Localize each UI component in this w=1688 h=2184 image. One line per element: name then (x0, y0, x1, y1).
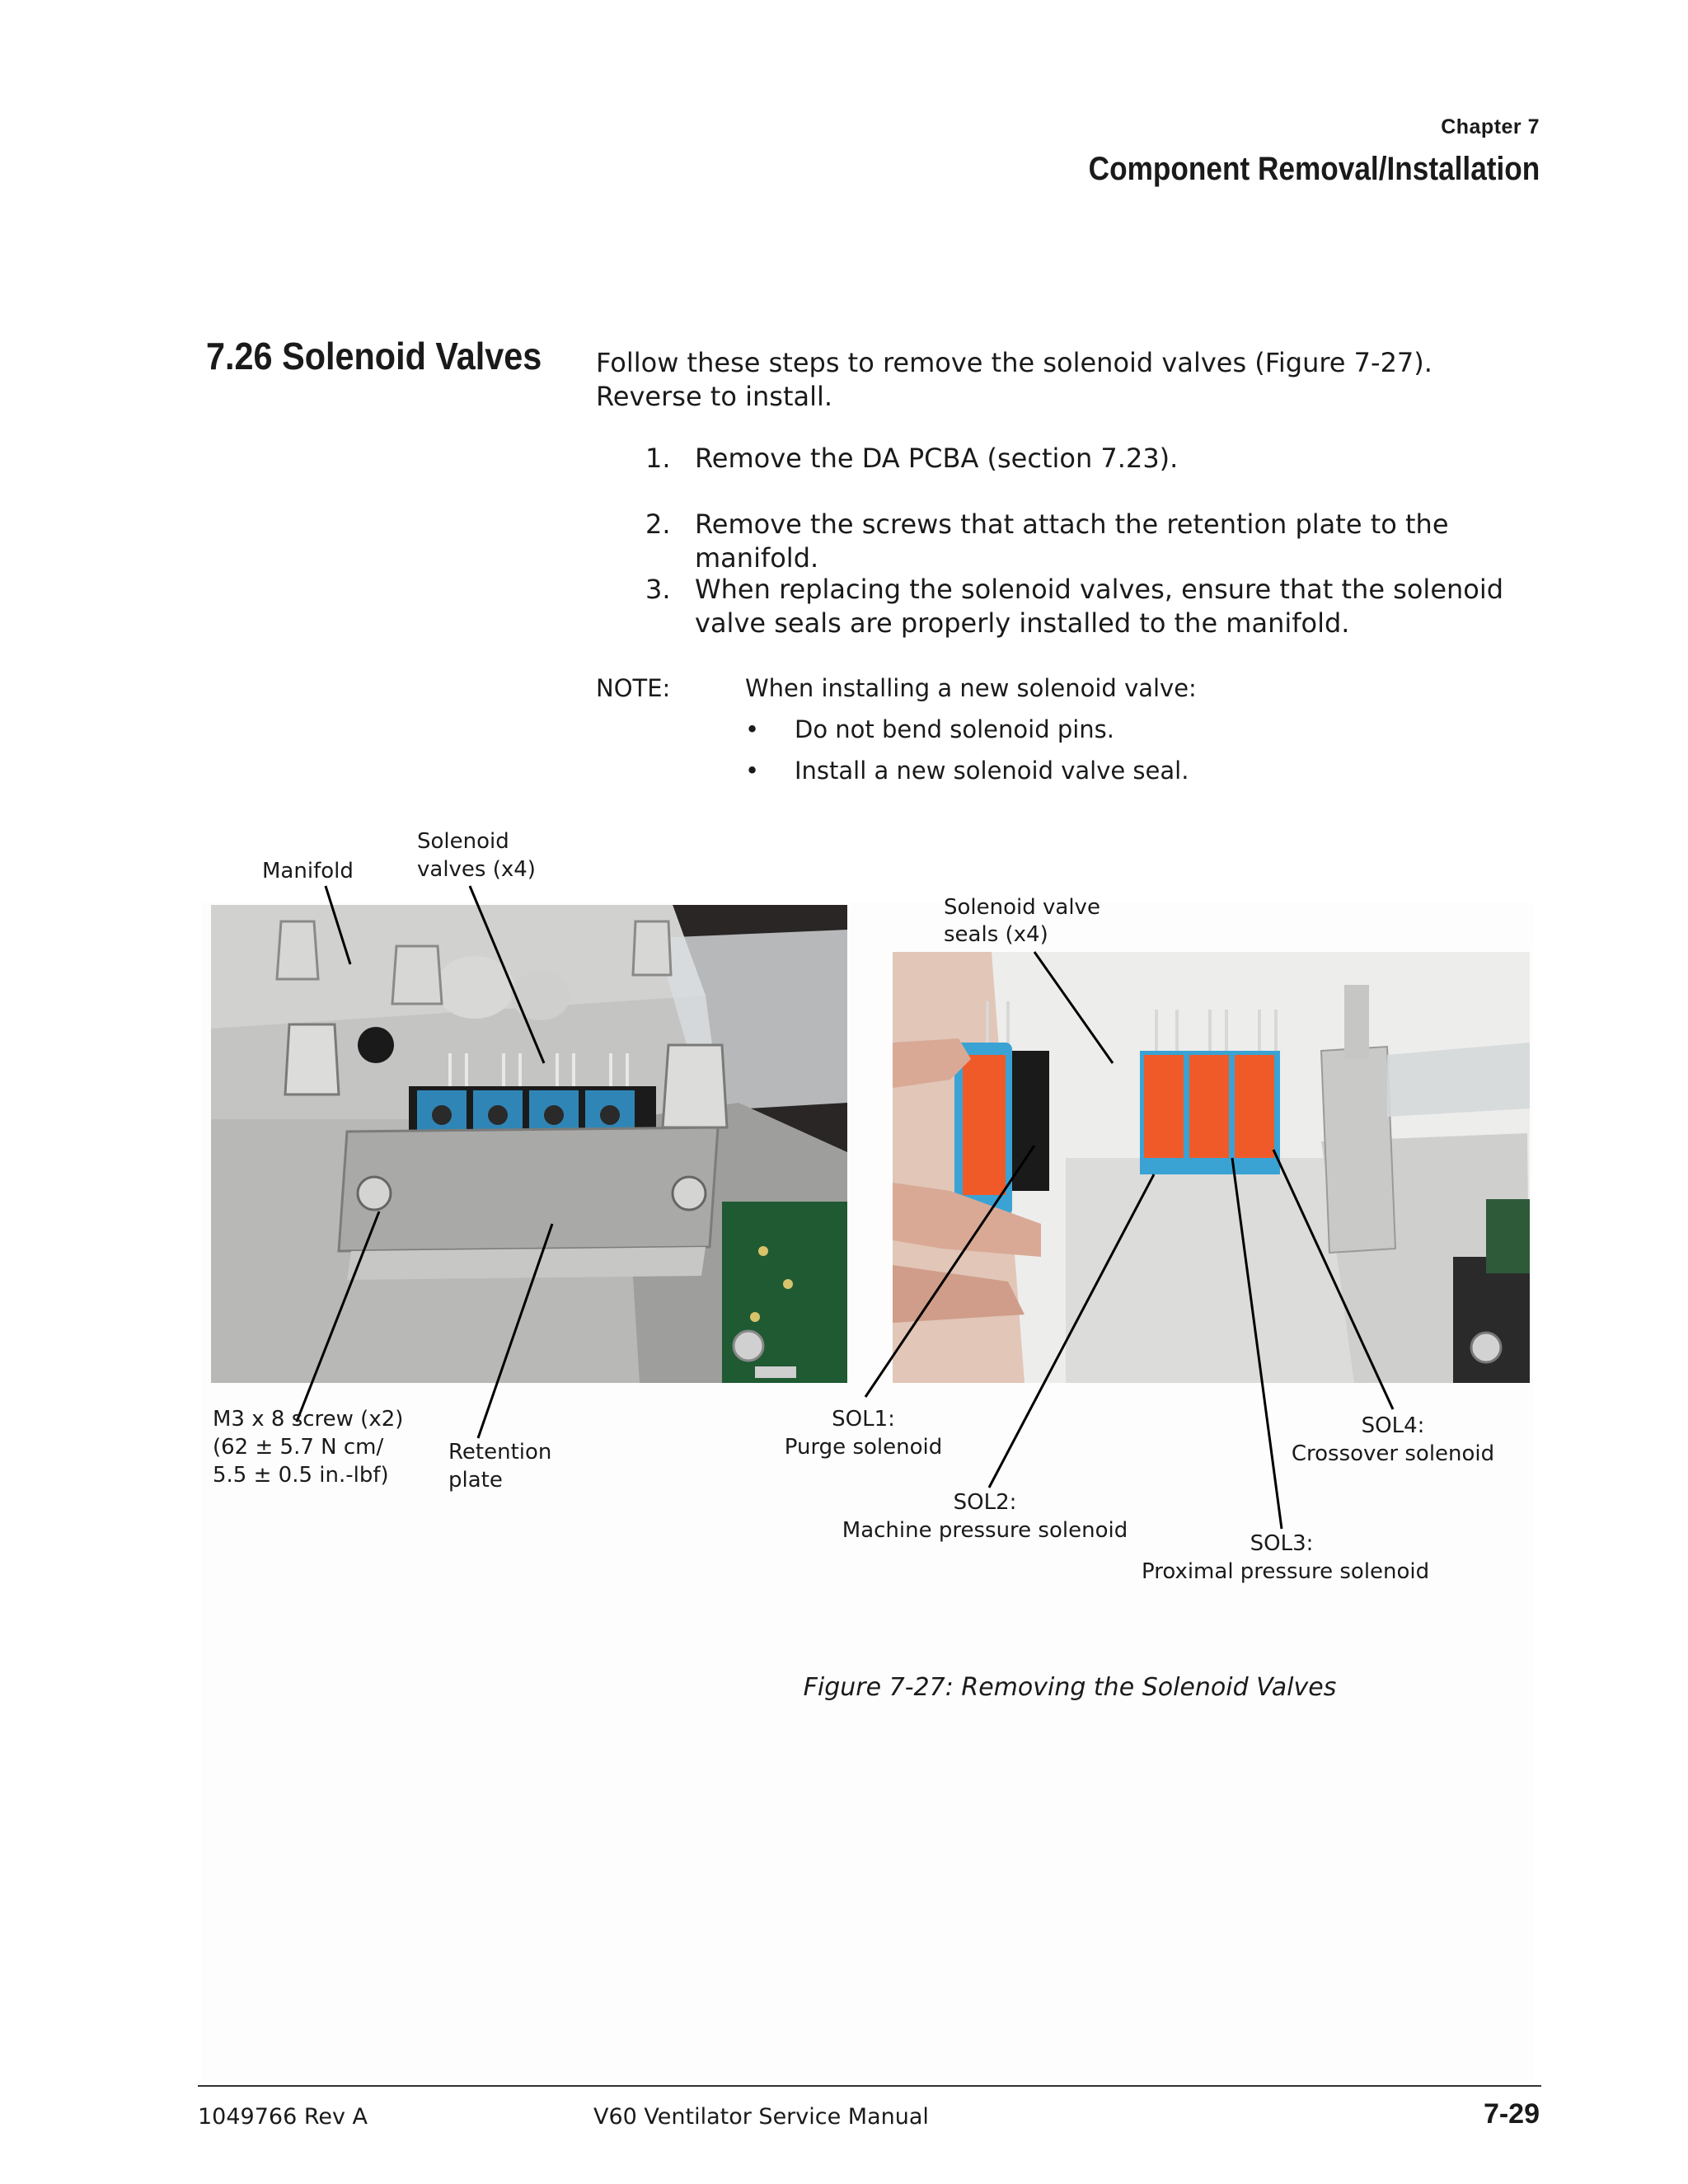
label-retention-line1: Retention (448, 1440, 552, 1465)
label-retention-line2: plate (448, 1468, 503, 1493)
bullet-text: Install a new solenoid valve seal. (795, 757, 1189, 785)
manual-title: V60 Ventilator Service Manual (593, 2104, 929, 2130)
step-text: Remove the DA PCBA (section 7.23). (695, 443, 1179, 474)
label-sol4-line1: SOL4: (1361, 1413, 1425, 1438)
step-text: Remove the screws that attach the retention plate to the manifold. (695, 509, 1449, 574)
label-manifold: Manifold (262, 859, 354, 883)
label-screw-line3: 5.5 ± 0.5 in.-lbf) (213, 1463, 389, 1488)
label-sol1-line1: SOL1: (832, 1407, 895, 1432)
label-sol3-line2: Proximal pressure solenoid (1142, 1559, 1430, 1584)
bullet-marker: • (745, 715, 760, 743)
chapter-label: Chapter 7 (1441, 115, 1540, 138)
step-number: 2. (645, 509, 671, 540)
label-sol2-line2: Machine pressure solenoid (842, 1518, 1128, 1543)
doc-number: 1049766 Rev A (198, 2104, 368, 2130)
label-screw-line2: (62 ± 5.7 N cm/ (213, 1435, 384, 1460)
label-solenoid-valves-line2: valves (x4) (417, 857, 536, 882)
figure-caption: Figure 7-27: Removing the Solenoid Valves (803, 1673, 1337, 1702)
page-number: 7-29 (1483, 2098, 1540, 2130)
label-sol2-line1: SOL2: (953, 1490, 1017, 1515)
footer-rule (198, 2085, 1541, 2087)
label-solenoid-valves-line1: Solenoid (417, 829, 509, 854)
label-seals-line1: Solenoid valve (944, 895, 1100, 920)
label-seals-line2: seals (x4) (944, 922, 1048, 947)
note-text: When installing a new solenoid valve: (745, 674, 1197, 702)
step-number: 3. (645, 574, 671, 605)
section-title: 7.26 Solenoid Valves (206, 335, 542, 377)
bullet-marker: • (745, 757, 760, 785)
bullet-text: Do not bend solenoid pins. (795, 715, 1114, 743)
note-label: NOTE: (596, 674, 671, 702)
step-text: When replacing the solenoid valves, ensure that the solenoid valve seals are properly installed to the manifold. (695, 574, 1504, 639)
label-screw-line1: M3 x 8 screw (x2) (213, 1407, 404, 1432)
intro-paragraph: Follow these steps to remove the solenoid valves (Figure 7-27). Reverse to install. (596, 347, 1432, 412)
label-sol1-line2: Purge solenoid (784, 1435, 943, 1460)
step-number: 1. (645, 443, 671, 474)
label-sol3-line1: SOL3: (1250, 1531, 1314, 1556)
chapter-title: Component Removal/Installation (1088, 151, 1540, 187)
label-sol4-line2: Crossover solenoid (1291, 1441, 1495, 1466)
